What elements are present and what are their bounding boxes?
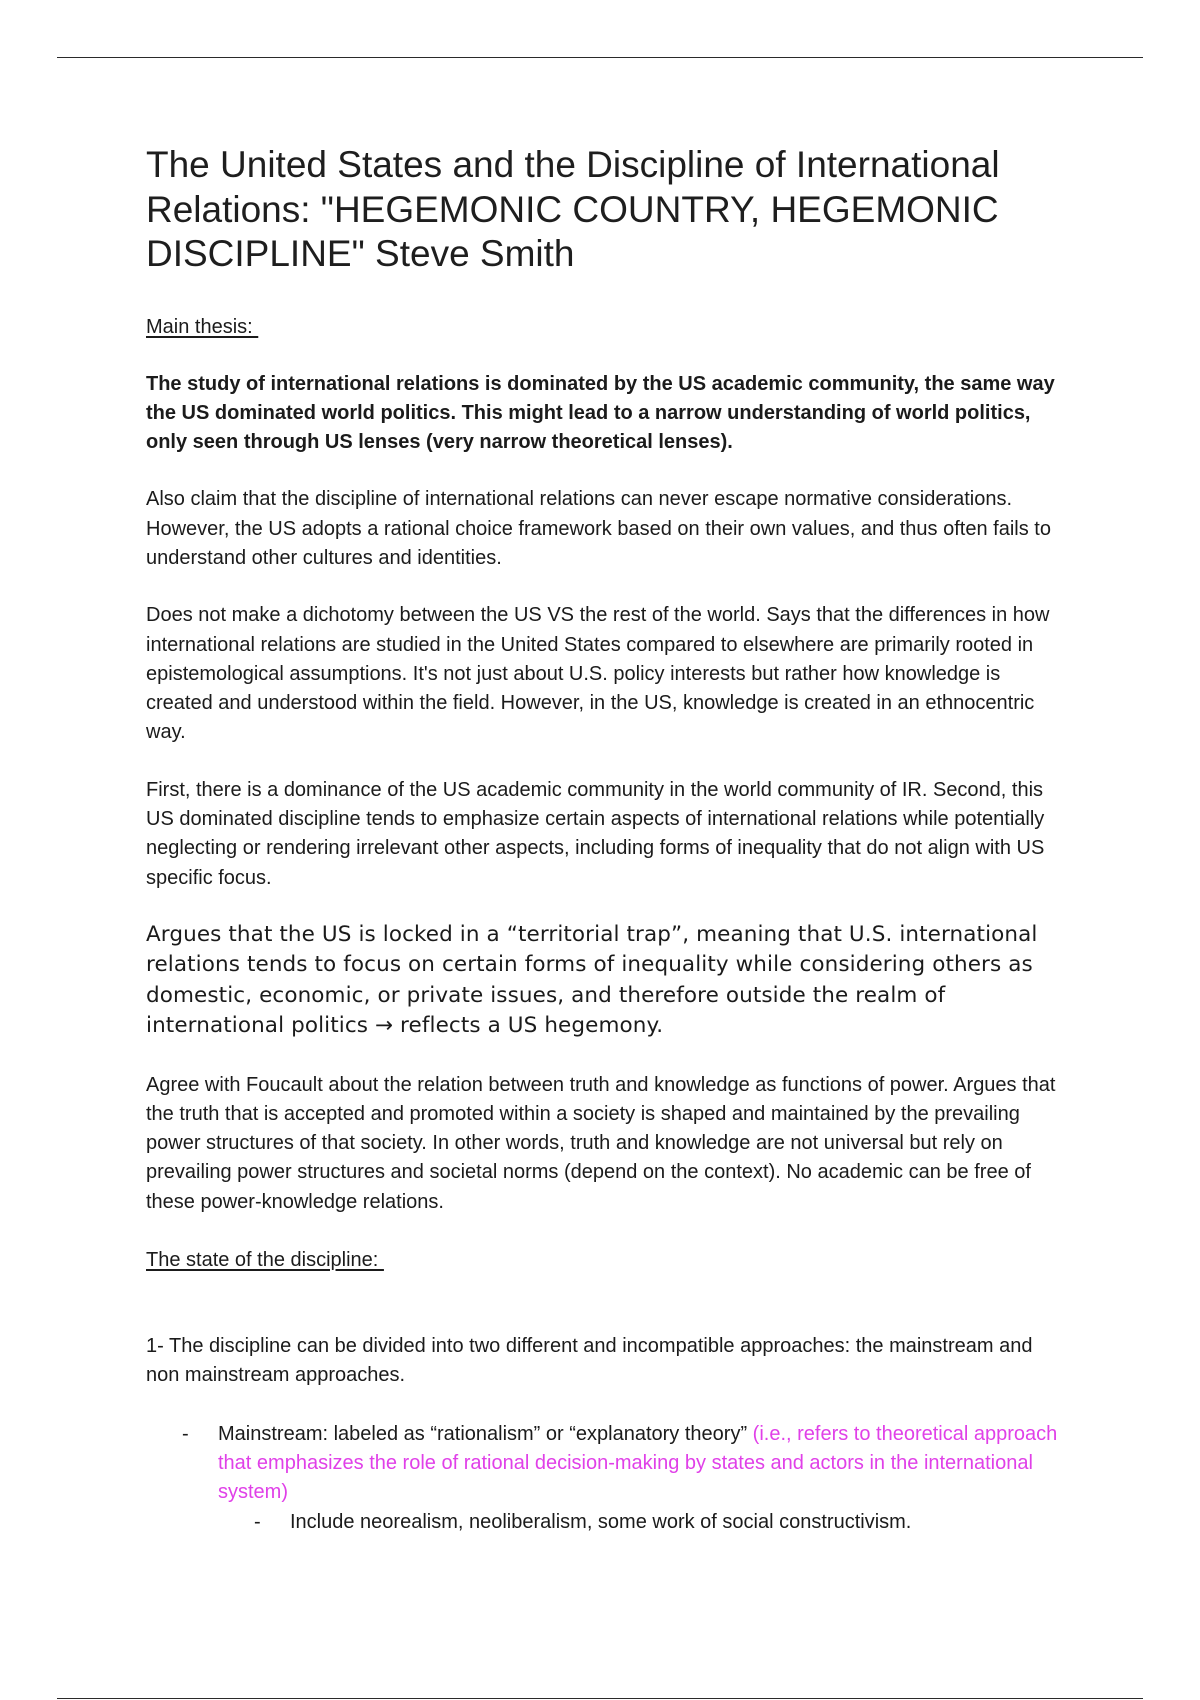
paragraph-dominance: First, there is a dominance of the US academic community in the world community of IR. Second, this US dominated discipline tends to emphasize certain aspects of international relations while potentially neglecting or rendering irrelevant other aspects, including forms of inequality that do not align with US specific focus. bbox=[146, 778, 1045, 889]
thesis-statement: The study of international relations is dominated by the US academic community, the same way the US dominated world politics. This might lead to a narrow understanding of world politics, only seen through US lenses (very narrow theoretical lenses). bbox=[146, 372, 1055, 454]
document-title: The United States and the Discipline of International Relations: "HEGEMONIC COUNTRY, HEGEMONIC DISCIPLINE" Steve Smith bbox=[146, 144, 1000, 274]
paragraph-epistemology: Does not make a dichotomy between the US VS the rest of the world. Says that the differences in how international relations are studied in the United States compared to elsewhere are primarily rooted in epistemological assumptions. It's not just about U.S. policy interests but rather how knowledge is created and understood within the field. However, in the US, knowledge is created in an ethnocentric way. bbox=[146, 604, 1050, 744]
state-of-discipline-heading: The state of the discipline: bbox=[146, 1249, 384, 1272]
list-item-mainstream bbox=[146, 1420, 1066, 1508]
paragraph-foucault: Agree with Foucault about the relation between truth and knowledge as functions of power. Argues that the truth that is accepted and promoted within a society is shaped and maintained by the prevailing power structures of that society. In other words, truth and knowledge are not universal but rely on prevailing power structures and societal norms (depend on the context). No academic can be free of these power-knowledge relations. bbox=[146, 1073, 1056, 1213]
list-item-theories bbox=[146, 1508, 1066, 1537]
bullet-theories-text: Include neorealism, neoliberalism, some work of social constructivism. bbox=[290, 1510, 912, 1533]
bullet-dash: - bbox=[182, 1422, 189, 1445]
paragraph-normative: Also claim that the discipline of international relations can never escape normative considerations. However, the US adopts a rational choice framework based on their own values, and thus often fails to understand other cultures and identities. bbox=[146, 488, 1051, 569]
top-rule bbox=[57, 57, 1143, 58]
bullet-mainstream-note: (i.e., refers to theoretical approach that emphasizes the role of rational decision-making by states and actors in the international system) bbox=[218, 1422, 1058, 1504]
bottom-rule bbox=[57, 1698, 1143, 1699]
paragraph-territorial-trap: Argues that the US is locked in a “territorial trap”, meaning that U.S. international relations tends to focus on certain forms of inequality while considering others as domestic, economic, or private issues, and therefore outside the realm of international politics → reflects a US hegemony. bbox=[146, 921, 1038, 1039]
bullet-mainstream-text: Mainstream: labeled as “rationalism” or “explanatory theory” bbox=[218, 1422, 753, 1445]
bullet-dash: - bbox=[254, 1510, 261, 1533]
document-body bbox=[146, 143, 1066, 1537]
main-thesis-heading: Main thesis: bbox=[146, 315, 259, 338]
point-one: 1- The discipline can be divided into two different and incompatible approaches: the mainstream and non mainstream approaches. bbox=[146, 1335, 1033, 1387]
